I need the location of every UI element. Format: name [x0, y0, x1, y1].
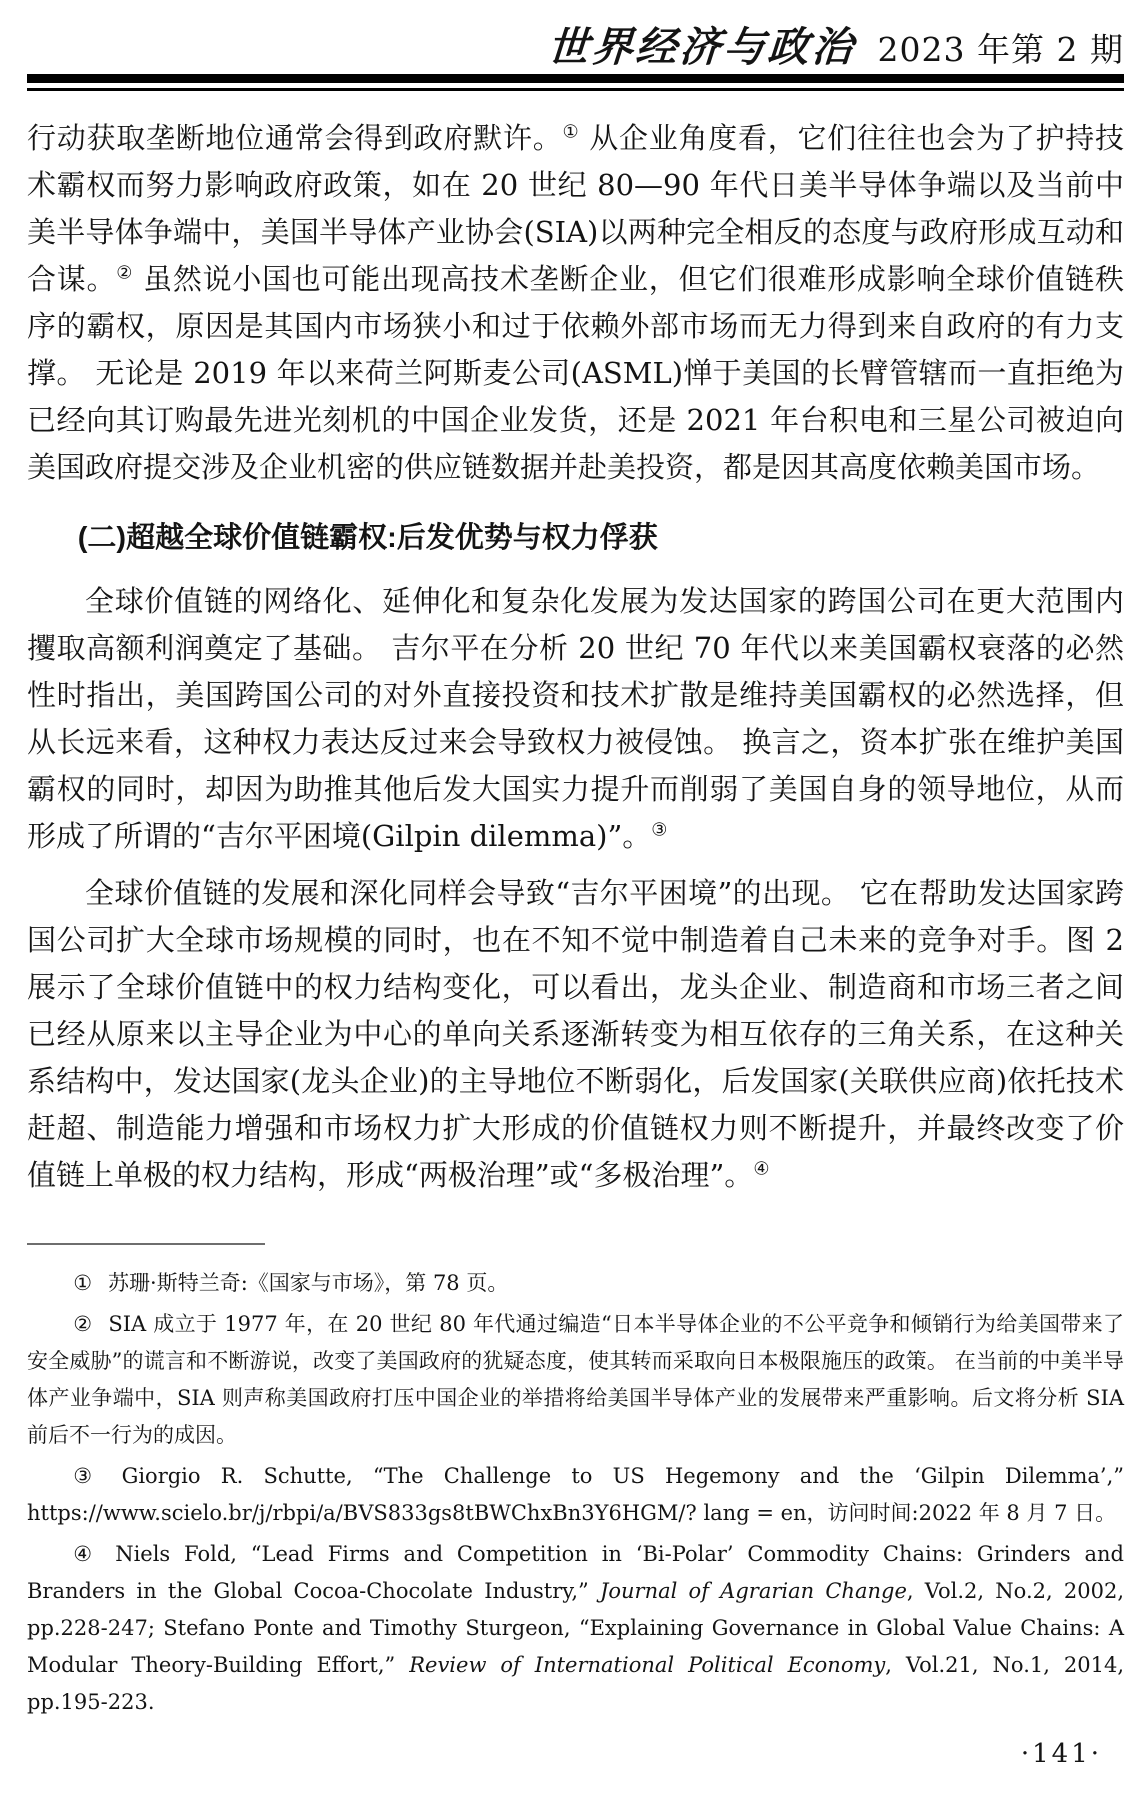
text-run: Niels Fold, “Lead Firms and Competition in ‘Bi-Polar’ Commodity Chains: Grinders and Branders in the Global Cocoa-Chocolate Industry,”: [27, 1542, 1125, 1603]
article-body: [27, 115, 1124, 1199]
footnote-item: [27, 1306, 1124, 1454]
text-run: , Vol.2, No.2, 2002, pp.228-247; Stefano Ponte and Timothy Sturgeon, “Explaining Governance in Global Value Chains: A Modular Theory-Building Effort,”: [27, 1579, 1125, 1677]
footnote-item: [27, 1536, 1124, 1721]
section-heading: (二)超越全球价值链霸权:后发优势与权力俘获: [77, 522, 658, 554]
footnote-ref: ②: [116, 262, 134, 284]
footnote-item: [27, 1458, 1124, 1532]
text-run: , Vol.21, No.1, 2014, pp.195-223.: [27, 1653, 1124, 1714]
text-run: SIA 成立于 1977 年，在 20 世纪 80 年代通过编造“日本半导体企业的不公平竞争和倾销行为给美国带来了安全威胁”的谎言和不断游说，改变了美国政府的犹疑态度，使其转而采取向日本极限施压的政策。 在当前的中美半导体产业争端中，SIA 则声称美国政府打压中国企业的举措将给美国半导体产业的发展带来严重影响。后文将分析 SIA 前后不一行为的成因。: [27, 1312, 1124, 1447]
footnote-ref: ③: [651, 819, 668, 841]
footnote-separator: [27, 1243, 265, 1245]
text-run: 从企业角度看，它们往往也会为了护持技术霸权而努力影响政府政策，如在 20 世纪 80—90 年代日美半导体争端以及当前中美半导体争端中，美国半导体产业协会(SIA)以两种完全相反的态度与政府形成互动和合谋。: [27, 121, 1124, 296]
text-run: 行动获取垄断地位通常会得到政府默许。: [27, 121, 563, 155]
issue-label: 2023 年第 2 期: [877, 30, 1124, 69]
paragraph-gilpin-dilemma: [27, 578, 1124, 860]
paragraph-continuation: [27, 115, 1124, 491]
text-run: 全球价值链的网络化、延伸化和复杂化发展为发达国家的跨国公司在更大范围内攫取高额利润奠定了基础。 吉尔平在分析 20 世纪 70 年代以来美国霸权衰落的必然性时指出，美国跨国公司的对外直接投资和技术扩散是维持美国霸权的必然选择，但从长远来看，这种权力表达反过来会导致权力被侵蚀。 换言之，资本扩张在维护美国霸权的同时，却因为助推其他后发大国实力提升而削弱了美国自身的领导地位，从而形成了所谓的“吉尔平困境(Gilpin dilemma)”。: [27, 584, 1124, 853]
footnote-marker: ①: [73, 1271, 93, 1295]
header-rule-thin: [27, 88, 1124, 91]
journal-title-italic: Journal of Agrarian Change: [599, 1579, 907, 1603]
text-run: 虽然说小国也可能出现高技术垄断企业，但它们很难形成影响全球价值链秩序的霸权，原因是其国内市场狭小和过于依赖外部市场而无力得到来自政府的有力支撑。 无论是 2019 年以来荷兰阿斯麦公司(ASML)惮于美国的长臂管辖而一直拒绝为已经向其订购最先进光刻机的中国企业发货，还是 2021 年台积电和三星公司被迫向美国政府提交涉及企业机密的供应链数据并赴美投资，都是因其高度依赖美国市场。: [27, 262, 1124, 484]
text-run: 全球价值链的发展和深化同样会导致“吉尔平困境”的出现。 它在帮助发达国家跨国公司扩大全球市场规模的同时，也在不知不觉中制造着自己未来的竞争对手。图 2 展示了全球价值链中的权力结构变化，可以看出，龙头企业、制造商和市场三者之间已经从原来以主导企业为中心的单向关系逐渐转变为相互依存的三角关系，在这种关系结构中，发达国家(龙头企业)的主导地位不断弱化，后发国家(关联供应商)依托技术赶超、制造能力增强和市场权力扩大形成的价值链权力则不断提升，并最终改变了价值链上单极的权力结构，形成“两极治理”或“多极治理”。: [27, 876, 1124, 1192]
footnote-item: [27, 1265, 1124, 1302]
header-rule-thick: [27, 74, 1124, 83]
journal-title: 世界经济与政治: [545, 23, 857, 71]
page-number: ·141·: [1020, 1739, 1102, 1769]
paragraph-gvc-power-structure: [27, 870, 1124, 1199]
page-footer: [27, 1243, 1125, 1769]
footnotes-block: [27, 1265, 1124, 1721]
journal-title-italic: Review of International Political Economy: [409, 1653, 886, 1677]
page-header: [27, 14, 1124, 71]
text-run: 苏珊·斯特兰奇:《国家与市场》，第 78 页。: [108, 1271, 509, 1295]
footnote-marker: ②: [73, 1312, 93, 1336]
footnote-ref: ④: [753, 1158, 770, 1180]
footnote-marker: ③: [73, 1464, 106, 1488]
text-run: Giorgio R. Schutte, “The Challenge to US Hegemony and the ‘Gilpin Dilemma’,” https://www.scielo.br/j/rbpi/a/BVS833gs8tBWChxBn3Y6HGM/? lang = en，访问时间:2022 年 8 月 7 日。: [27, 1464, 1124, 1525]
footnote-ref: ①: [562, 121, 580, 143]
footnote-marker: ④: [73, 1542, 100, 1566]
